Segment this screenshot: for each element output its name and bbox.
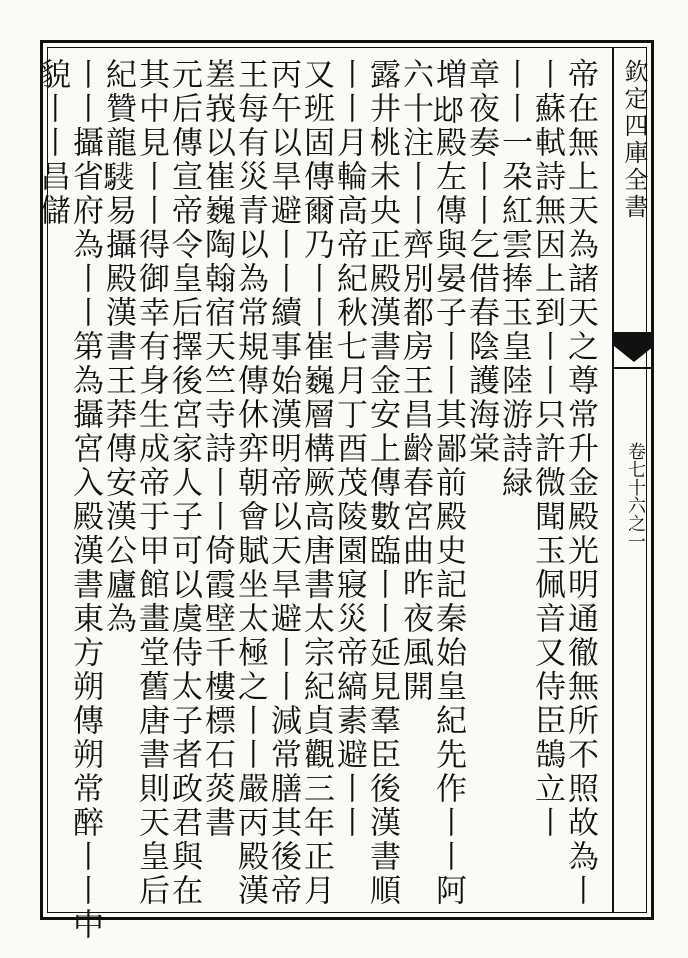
- text-column: 丨蘇軾詩無因上到丨丨只許微聞玉佩音又侍臣鵠立丨: [529, 58, 565, 840]
- text-column: 紀贊龍𩦎易攝殿漢書王莽傳安漢公廬為: [100, 58, 136, 636]
- text-column: 丙午以旱避丨丨續事始漢明帝以天旱避丨丨減常膳其後帝: [265, 58, 301, 908]
- text-column: 嵳峩以崔巍陶翰宿天竺寺詩丨丨倚霞壁千樓標石菼書: [199, 58, 235, 840]
- text-column: 章夜奏丨丨乞借春陰護海棠: [463, 58, 499, 466]
- margin-column: [612, 47, 654, 913]
- text-column: 六十注丨丨齊別都房王昌齡春宮曲昨夜風開: [397, 58, 433, 704]
- book-title: 欽定四庫全書: [620, 59, 648, 221]
- text-column: 貌丨丨昌儲: [34, 58, 70, 228]
- text-column: 丨丨攝省府為丨丨第為攝宮入殿漢書東方朔傳朔常醉丨丨中: [67, 58, 103, 942]
- text-column: 其中見丨丨得御幸有身生成帝于甲館畫堂舊唐書則天皇后: [133, 58, 169, 908]
- text-column: 露井桃未央正殿漢書金安上傳數臨丨丨延見羣臣後漢書順: [364, 58, 400, 908]
- text-column: 増𨚍殿左傳與晏子丨丨其鄙前殿史記秦始皇紀先作丨丨阿: [430, 58, 466, 908]
- text-column: 帝在無上天為諸天之尊常升金殿光明通徹無所不照故為丨: [562, 58, 598, 908]
- text-column: 王每有災青以為常規傳休弈朝會賦坐太極之丨丨嚴丙殿漢: [232, 58, 268, 908]
- text-column: 又班固傳爾乃丨丨崔巍層構厥高唐書太宗紀貞觀三年正月: [298, 58, 334, 908]
- chapter-label: 卷七十六之一: [625, 442, 646, 550]
- text-column: 元后傳宣帝令皇后擇後宮家人子可以虞侍太子者政君與在: [166, 58, 202, 908]
- fish-tail-mark-icon: [614, 332, 654, 372]
- text-column: 丨丨一朶紅雲捧玉皇陸游詩緑: [496, 58, 532, 500]
- text-column: 丨丨月輪高帝紀秋七月丁酉茂陵園寢災帝縞素避丨丨: [331, 58, 367, 840]
